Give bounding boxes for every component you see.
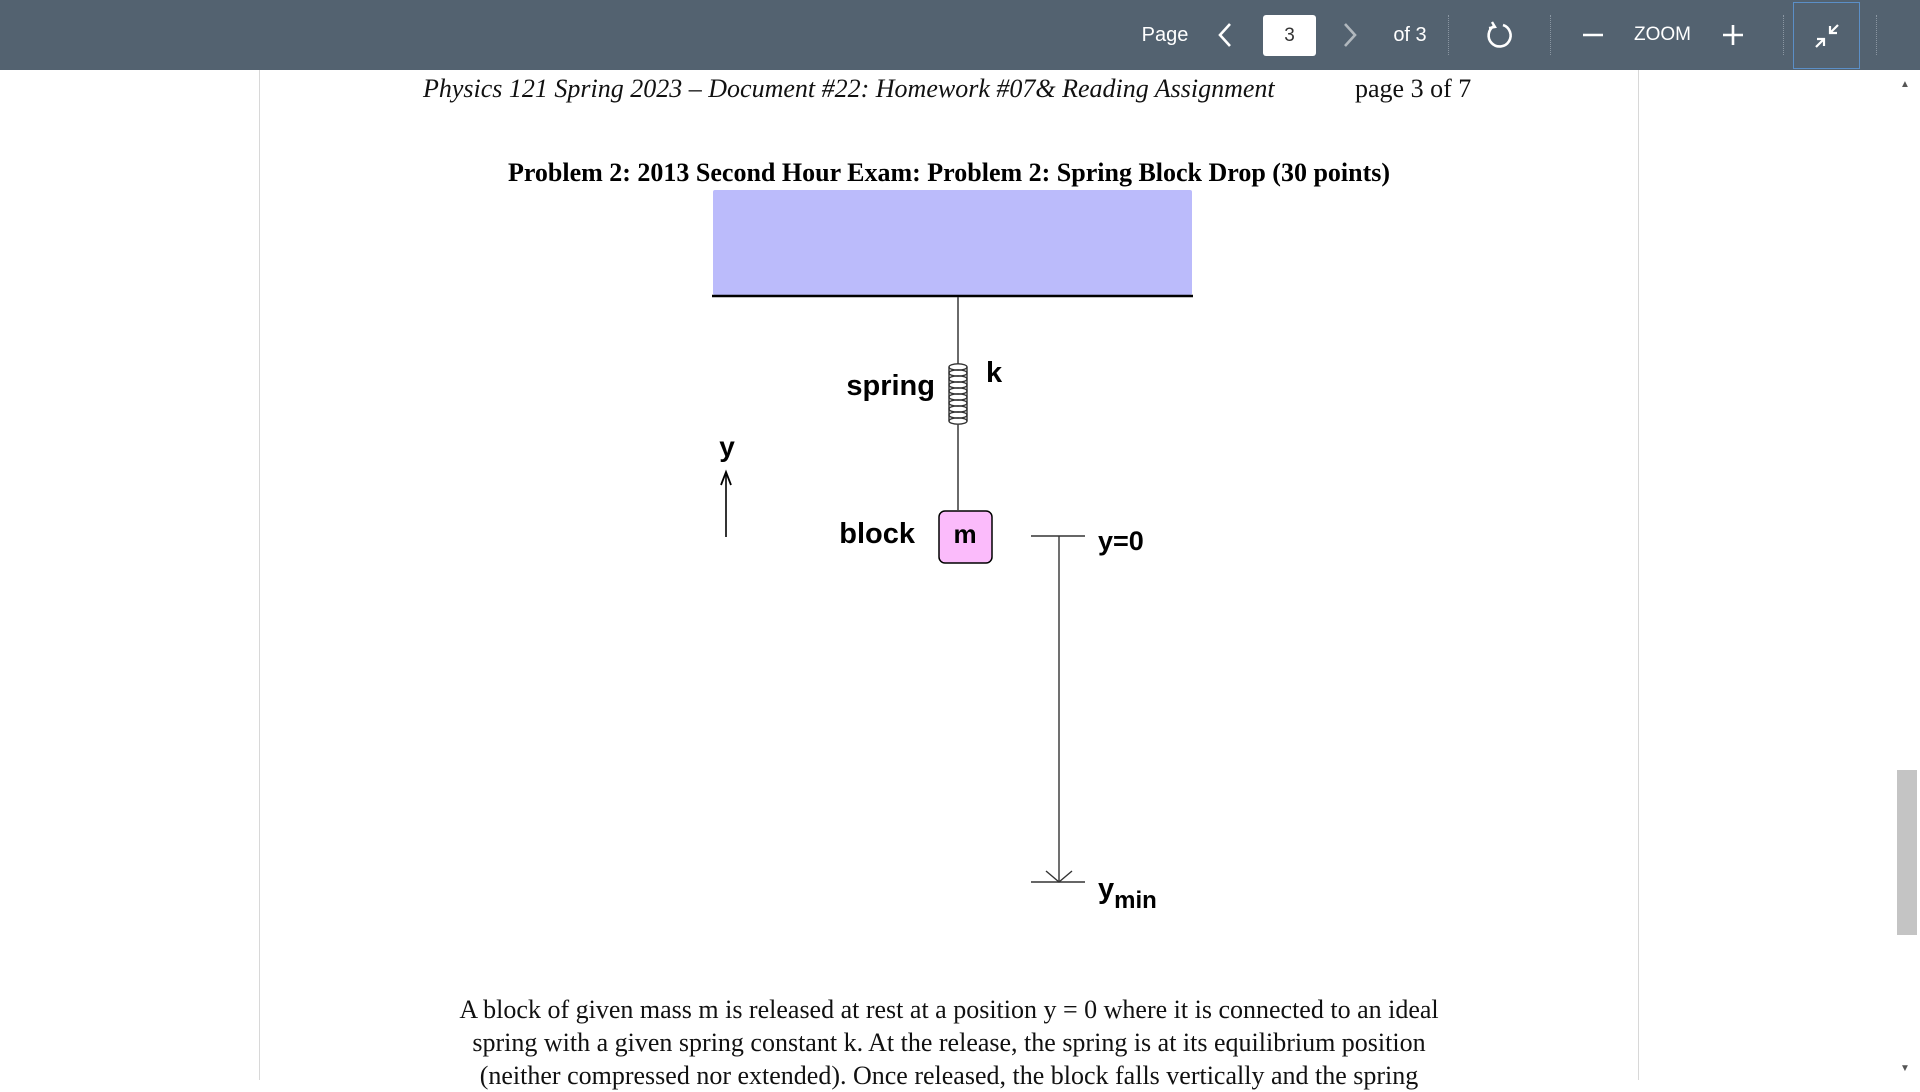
- mass-label: m: [953, 519, 977, 549]
- zoom-label: ZOOM: [1634, 24, 1691, 45]
- ceiling-block: [713, 190, 1192, 295]
- y0-label: y=0: [1098, 526, 1144, 556]
- collapse-icon: [1813, 22, 1841, 50]
- y-axis-label: y: [719, 431, 735, 462]
- page-number-input[interactable]: [1263, 15, 1316, 56]
- zoom-out-button[interactable]: [1570, 0, 1615, 70]
- scrollbar-thumb[interactable]: [1897, 770, 1917, 935]
- spring-block-figure: [0, 70, 1920, 1080]
- ymin-label: [1098, 873, 1157, 914]
- plus-icon: [1722, 24, 1744, 46]
- k-label: k: [986, 357, 1003, 389]
- ymin-label-base: y: [1098, 873, 1115, 905]
- scroll-up-arrow[interactable]: ▲: [1900, 78, 1910, 90]
- document-header-page: page 3 of 7: [1355, 74, 1472, 103]
- previous-page-button[interactable]: [1205, 0, 1245, 70]
- problem-title: Problem 2: 2013 Second Hour Exam: Problem 2: Spring Block Drop (30 points): [507, 158, 1391, 187]
- block-label: block: [839, 518, 915, 550]
- minus-icon: [1582, 24, 1604, 46]
- total-pages-label: of 3: [1393, 23, 1427, 46]
- problem-body-text: [260, 993, 1638, 1092]
- body-line: A block of given mass m is released at rest at a position y = 0 where it is connected to an ideal: [459, 995, 1439, 1024]
- exit-fullscreen-button[interactable]: [1793, 2, 1860, 69]
- body-line: (neither compressed nor extended). Once released, the block falls vertically and the spring: [479, 1061, 1419, 1090]
- chevron-left-icon: [1217, 22, 1233, 48]
- page-label: Page: [1141, 23, 1189, 46]
- viewer-toolbar: [0, 0, 1920, 70]
- scroll-down-arrow[interactable]: ▼: [1900, 1062, 1910, 1074]
- toolbar-divider: [1876, 15, 1877, 55]
- rotate-button[interactable]: [1475, 0, 1525, 70]
- toolbar-divider: [1448, 15, 1449, 55]
- toolbar-divider: [1550, 15, 1551, 55]
- next-page-button[interactable]: [1330, 0, 1370, 70]
- document-viewer[interactable]: [0, 70, 1920, 1090]
- spring-label: spring: [846, 370, 935, 402]
- toolbar-divider: [1783, 15, 1784, 55]
- rotate-icon: [1484, 19, 1516, 51]
- ymin-label-sub: min: [1114, 887, 1157, 914]
- spring-coil: [949, 364, 967, 424]
- zoom-in-button[interactable]: [1710, 0, 1755, 70]
- body-line: spring with a given spring constant k. At the release, the spring is at its equilibrium position: [472, 1028, 1426, 1057]
- chevron-right-icon: [1342, 22, 1358, 48]
- document-header-title: Physics 121 Spring 2023 – Document #22: Homework #07& Reading Assignment: [423, 74, 1275, 103]
